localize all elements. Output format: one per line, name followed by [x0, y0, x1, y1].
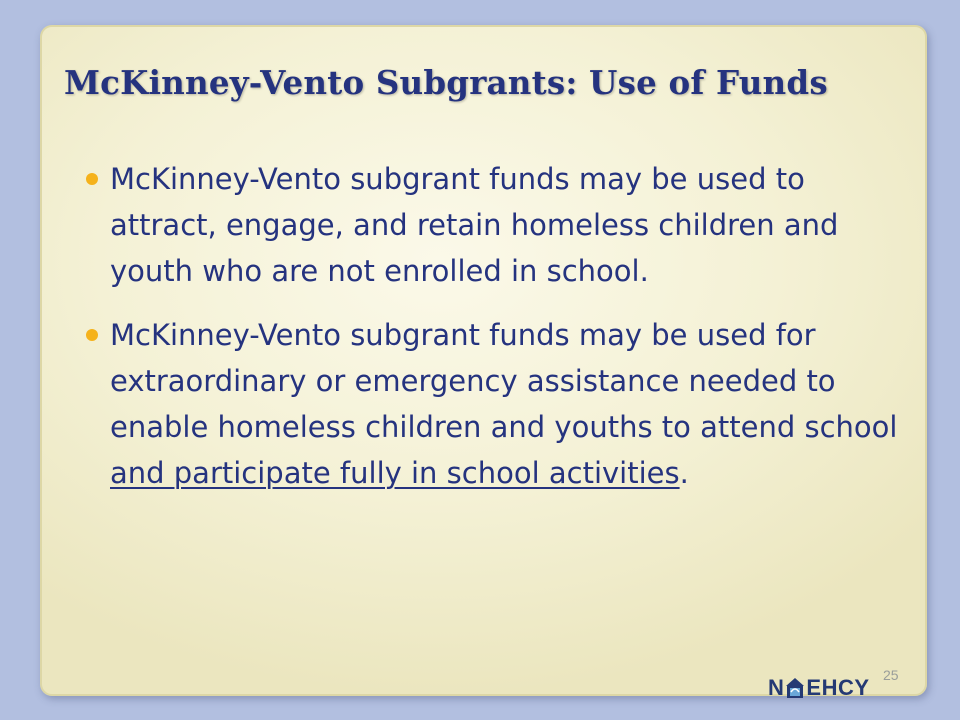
bullet-text: McKinney-Vento subgrant funds may be used for extraordinary or emergency assistance needed to enable homeless children and youths to attend school	[110, 318, 898, 444]
bullet-text: McKinney-Vento subgrant funds may be used to attract, engage, and retain homeless children and youth who are not enrolled in school.	[110, 162, 839, 288]
logo-prefix: N	[768, 675, 785, 700]
bullet-dot-icon	[86, 329, 98, 341]
slide-title: McKinney-Vento Subgrants: Use of Funds	[64, 63, 828, 102]
slide-number: 25	[883, 667, 899, 683]
bullet-list	[110, 156, 910, 496]
bullet-item	[110, 156, 910, 294]
bullet-dot-icon	[86, 173, 98, 185]
underlined-text: and participate fully in school activities	[110, 456, 680, 490]
house-logo-icon	[785, 677, 805, 699]
nchey-logo	[768, 675, 870, 701]
bullet-item	[110, 312, 910, 496]
logo-suffix: EHCY	[806, 675, 870, 700]
bullet-text-end: .	[679, 456, 689, 490]
